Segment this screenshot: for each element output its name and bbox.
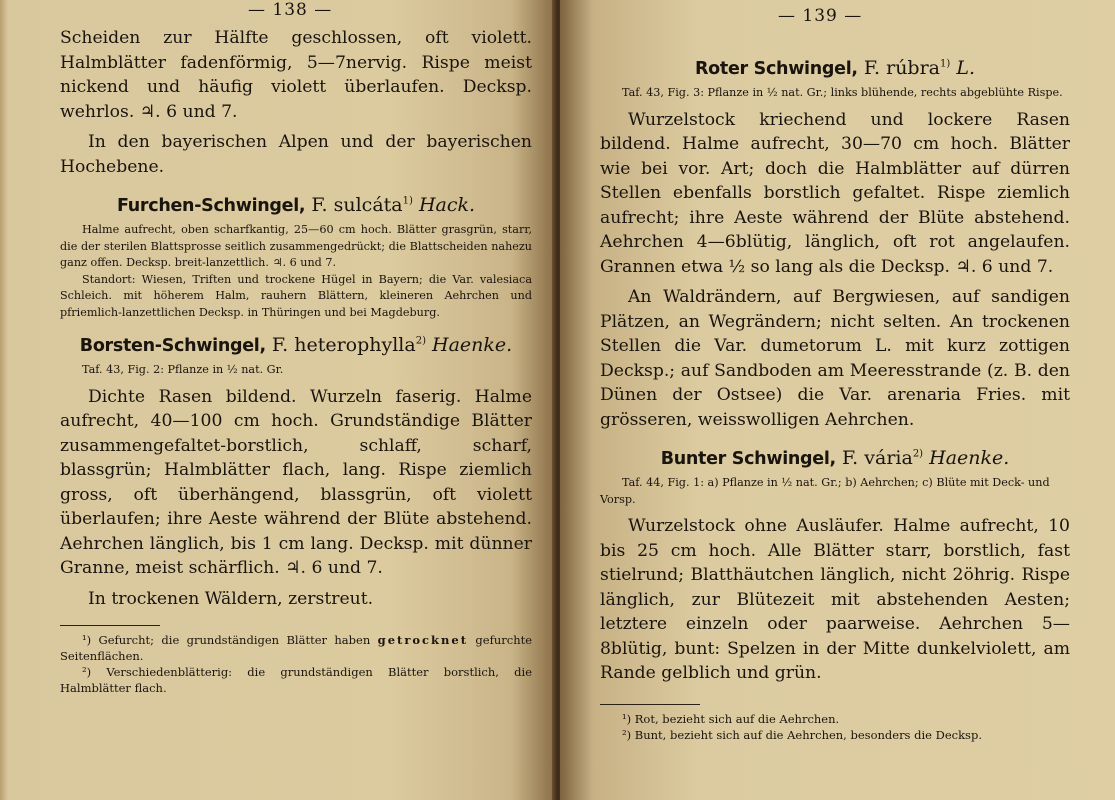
footnote xyxy=(60,632,532,664)
species-latin-name: F. heterophylla xyxy=(271,334,416,356)
species-standort: Standort: Wiesen, Triften und trockene Hügel in Bayern; die Var. valesiaca Schleich. mit höherem Halm, rauhern Blättern, kleineren Aehrchen und pfriemlich-lanzettlichen Decksp. in Thüringen und bei Magdeburg. xyxy=(60,272,532,319)
right-content xyxy=(600,48,1070,743)
species-common-name: Furchen-Schwingel, xyxy=(116,196,306,216)
footnote-mark: ²) xyxy=(622,727,632,742)
species-author: Haenke. xyxy=(432,334,513,356)
footnote-text: Rot, bezieht sich auf die Aehrchen. xyxy=(634,711,840,726)
species-description: Halme aufrecht, oben scharfkantig, 25—60 cm hoch. Blätter grasgrün, starr, die der sterilen Blattsprosse seitlich zusammengedrückt; die Blattscheiden nahezu ganz offen. Decksp. breit-lanzettlich. ♃. 6 und 7. xyxy=(60,223,532,269)
page-number: — 139 — xyxy=(778,6,863,26)
footnote-mark: ¹) xyxy=(622,711,632,726)
plate-reference: Taf. 43, Fig. 3: Pflanze in ½ nat. Gr.; links blühende, rechts abgeblühte Rispe. xyxy=(622,86,1063,99)
footnote-emphasis: getrocknet xyxy=(377,633,469,647)
left-page xyxy=(0,0,556,800)
species-author: Haenke. xyxy=(929,447,1010,469)
footnote-text: Verschiedenblätterig: die grundständigen Blätter borstlich, die Halmblätter flach. xyxy=(60,665,533,695)
species-common-name: Bunter Schwingel, xyxy=(660,449,836,469)
species-common-name: Borsten-Schwingel, xyxy=(79,336,266,356)
species-heading xyxy=(60,193,532,218)
species-latin-name: F. vária xyxy=(841,447,913,469)
plate-reference: Taf. 44, Fig. 1: a) Pflanze in ½ nat. Gr.; b) Aehrchen; c) Blüte mit Deck- und Vorsp. xyxy=(600,476,1050,506)
species-description: Wurzelstock ohne Ausläufer. Halme aufrecht, 10 bis 25 cm hoch. Alle Blätter starr, borstlich, fast stielrund; Blatthäutchen länglich, nicht 2öhrig. Rispe länglich, zur Blütezeit mit abstehenden Aesten; letztere einzeln oder paarweise. Aehrchen 5—8blütig, bunt: Spelzen in der Mitte dunkelviolett, am Rande gelblich und grün. xyxy=(600,516,1070,683)
footnote-text: Bunt, bezieht sich auf die Aehrchen, besonders die Decksp. xyxy=(634,727,982,742)
habitat-text: In den bayerischen Alpen und der bayerischen Hochebene. xyxy=(60,132,532,177)
footnote-mark: ²) xyxy=(82,665,92,679)
footnote-text: Gefurcht; die grundständigen Blätter haben xyxy=(98,633,371,647)
footnote-ref: 1) xyxy=(940,58,951,70)
habitat-text: An Waldrändern, auf Bergwiesen, auf sandigen Plätzen, an Wegrändern; nicht selten. An trockenen Stellen die Var. dumetorum L. mit kurz zottigen Decksp.; auf Sandboden am Meeresstrande (z. B. den Dünen der Ostsee) die Var. arenaria Fries. mit grösseren, weisswolligen Aehrchen. xyxy=(600,287,1070,430)
footnote-text: gefurchte Seitenflächen. xyxy=(60,633,533,663)
page-edge xyxy=(0,0,8,800)
right-page xyxy=(560,0,1115,800)
species-description: Dichte Rasen bildend. Wurzeln faserig. Halme aufrecht, 40—100 cm hoch. Grundständige Blätter zusammengefaltet-borstlich, schlaff, scharf, blassgrün; Halmblätter flach, lang. Rispe ziemlich gross, oft überhängend, blassgrün, oft violett überlaufen; ihre Aeste während der Blüte abstehend. Aehrchen länglich, bis 1 cm lang. Decksp. mit dünner Granne, meist schärflich. ♃. 6 und 7. xyxy=(60,386,532,578)
left-content xyxy=(60,26,532,696)
continued-description: Scheiden zur Hälfte geschlossen, oft violett. Halmblätter fadenförmig, 5—7nervig. Rispe meist nickend und häufig violett überlaufen. Decksp. wehrlos. ♃. 6 und 7. xyxy=(60,28,532,122)
footnote-ref: 2) xyxy=(912,448,924,460)
footnote-rule xyxy=(600,704,700,705)
footnote-ref: 1) xyxy=(402,195,413,207)
plate-reference: Taf. 43, Fig. 2: Pflanze in ½ nat. Gr. xyxy=(82,363,284,376)
species-heading xyxy=(60,333,532,358)
habitat-text: In trockenen Wäldern, zerstreut. xyxy=(88,588,374,609)
footnote xyxy=(60,664,532,696)
page-number: — 138 — xyxy=(248,0,333,20)
species-common-name: Roter Schwingel, xyxy=(695,59,858,79)
species-author: Hack. xyxy=(418,194,476,216)
species-description: Wurzelstock kriechend und lockere Rasen bildend. Halme aufrecht, 30—70 cm hoch. Blätter wie bei vor. Art; doch die Halmblätter auf dürren Stellen ebenfalls borstlich gefaltet. Rispe ziemlich aufrecht; ihre Aeste während der Blüte abstehend. Aehrchen 4—6blütig, länglich, oft rot angelaufen. Grannen etwa ½ so lang als die Decksp. ♃. 6 und 7. xyxy=(600,109,1070,277)
species-latin-name: F. rúbra xyxy=(863,57,941,79)
species-heading xyxy=(600,56,1070,81)
species-heading xyxy=(600,446,1070,471)
footnote xyxy=(600,711,1070,727)
footnote-ref: 2) xyxy=(415,335,426,347)
species-author: L. xyxy=(956,57,975,79)
footnote-rule xyxy=(60,625,160,626)
footnote-mark: ¹) xyxy=(82,633,92,647)
species-latin-name: F. sulcáta xyxy=(311,194,403,216)
footnote xyxy=(600,727,1070,743)
